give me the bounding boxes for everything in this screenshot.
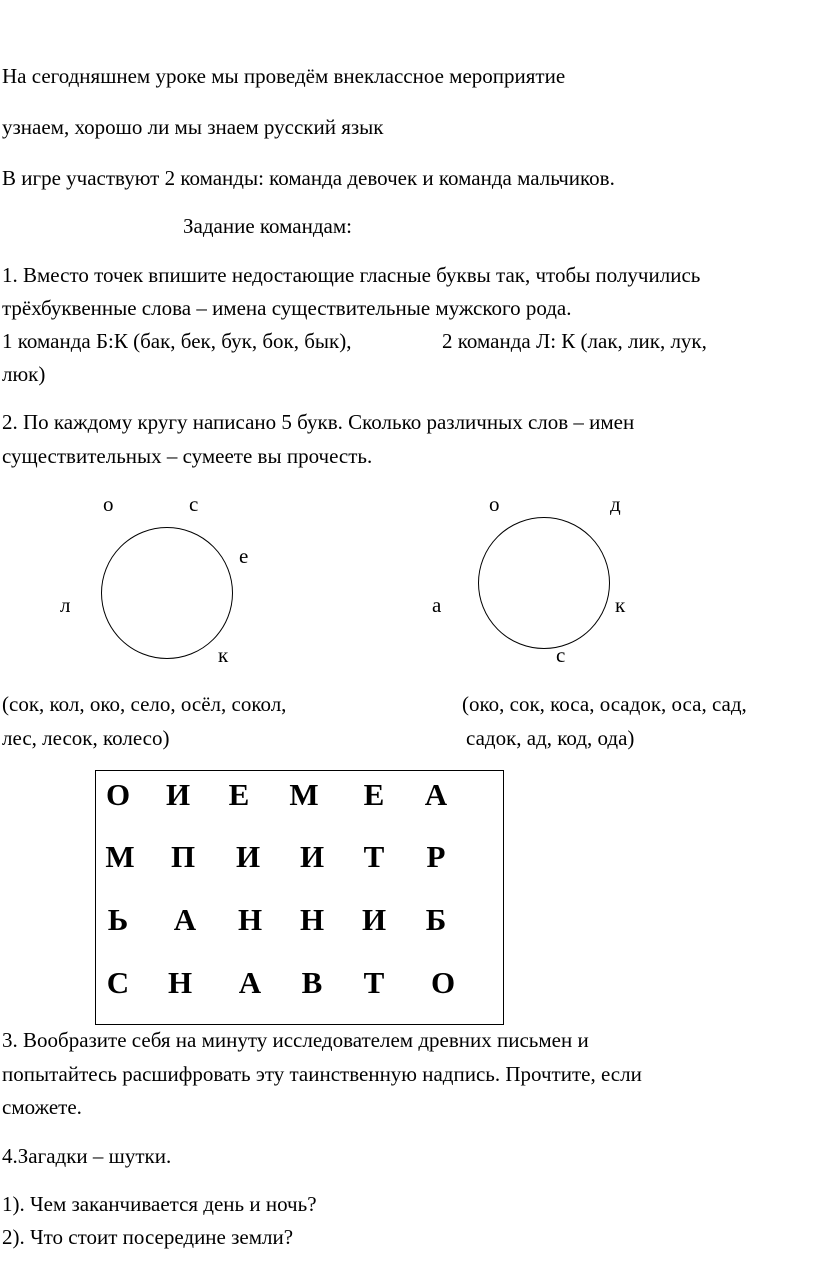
grid-cell: Е bbox=[228, 777, 250, 812]
grid-cell: М bbox=[105, 839, 135, 874]
task4-title: 4.Загадки – шутки. bbox=[2, 1144, 172, 1168]
grid-cell: О bbox=[430, 965, 456, 1000]
circle-letter: с bbox=[189, 492, 199, 516]
grid-cell: Т bbox=[363, 965, 385, 1000]
circle-letter: о bbox=[489, 492, 500, 516]
answers-2-line-2: садок, ад, код, ода) bbox=[466, 726, 635, 750]
grid-cell: Т bbox=[363, 839, 385, 874]
grid-cell: А bbox=[424, 777, 448, 812]
grid-cell: Р bbox=[426, 839, 446, 874]
grid-cell: Н bbox=[237, 902, 263, 937]
grid-cell: Е bbox=[363, 777, 385, 812]
grid-cell: И bbox=[299, 839, 325, 874]
intro-line-2: узнаем, хорошо ли мы знаем русский язык bbox=[2, 115, 384, 139]
grid-cell: М bbox=[289, 777, 319, 812]
grid-cell: И bbox=[235, 839, 261, 874]
answers-1-line-1: (сок, кол, око, село, осёл, сокол, bbox=[2, 692, 287, 716]
task3-line-1: 3. Вообразите себя на минуту исследователем древних письмен и bbox=[2, 1028, 589, 1052]
grid-cell: И bbox=[165, 777, 191, 812]
task1-line-1: 1. Вместо точек впишите недостающие гласные буквы так, чтобы получились bbox=[2, 263, 701, 287]
task3-line-2: попытайтесь расшифровать эту таинственную надпись. Прочтите, если bbox=[2, 1062, 642, 1086]
intro-line-1: На сегодняшнем уроке мы проведём внеклассное мероприятие bbox=[2, 64, 566, 88]
grid-cell: В bbox=[301, 965, 323, 1000]
task1-team2: 2 команда Л: К (лак, лик, лук, bbox=[442, 329, 707, 353]
answers-1-line-2: лес, лесок, колесо) bbox=[2, 726, 170, 750]
grid-cell: Н bbox=[167, 965, 193, 1000]
task2-line-1: 2. По каждому кругу написано 5 букв. Сколько различных слов – имен bbox=[2, 410, 635, 434]
circle-letter: о bbox=[103, 492, 114, 516]
task2-line-2: существительных – сумеете вы прочесть. bbox=[2, 444, 373, 468]
circle-letter: л bbox=[60, 593, 71, 617]
grid-cell: С bbox=[106, 965, 130, 1000]
riddle-1: 1). Чем заканчивается день и ночь? bbox=[2, 1192, 317, 1216]
task1-team1: 1 команда Б:К (бак, бек, бук, бок, бык), bbox=[2, 329, 352, 353]
riddle-2: 2). Что стоит посередине земли? bbox=[2, 1225, 294, 1249]
circle-letter: е bbox=[239, 544, 249, 568]
tasks-heading: Задание командам: bbox=[183, 214, 352, 238]
grid-cell: Ь bbox=[107, 902, 129, 937]
letter-grid bbox=[95, 770, 504, 1025]
task1-line-2: трёхбуквенные слова – имена существительные мужского рода. bbox=[2, 296, 572, 320]
task1-line-4: люк) bbox=[2, 362, 46, 386]
grid-cell: Н bbox=[299, 902, 325, 937]
grid-cell: О bbox=[105, 777, 131, 812]
intro-line-3: В игре участвуют 2 команды: команда девочек и команда мальчиков. bbox=[2, 166, 615, 190]
circle-letter: а bbox=[432, 593, 442, 617]
grid-cell: П bbox=[170, 839, 196, 874]
answers-2-line-1: (око, сок, коса, осадок, оса, сад, bbox=[462, 692, 747, 716]
grid-cell: И bbox=[361, 902, 387, 937]
grid-cell: Б bbox=[425, 902, 447, 937]
circle-letter: д bbox=[610, 492, 621, 516]
circle-shape bbox=[478, 517, 610, 649]
grid-cell: А bbox=[238, 965, 262, 1000]
grid-cell: А bbox=[173, 902, 197, 937]
circle-shape bbox=[101, 527, 233, 659]
circle-letter: к bbox=[615, 593, 626, 617]
circle-letter: с bbox=[556, 643, 566, 667]
circle-letter: к bbox=[218, 643, 229, 667]
task3-line-3: сможете. bbox=[2, 1095, 82, 1119]
